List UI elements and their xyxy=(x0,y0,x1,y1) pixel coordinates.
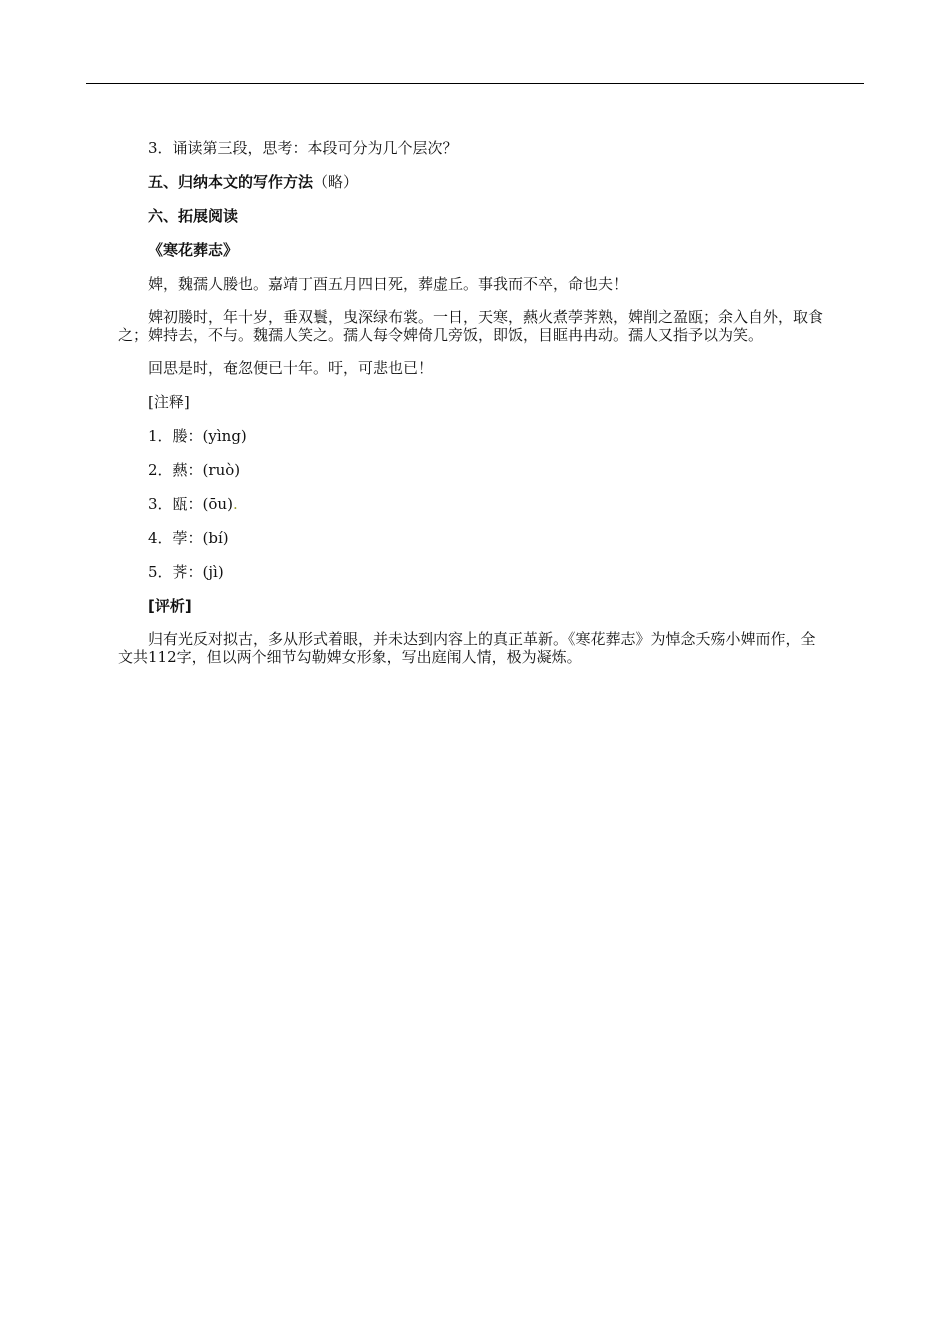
note-item: 1．媵：(yìng) xyxy=(148,427,247,445)
note-item xyxy=(118,494,830,514)
essay-paragraph-3: 回思是时，奄忽便已十年。吁，可悲也已！ xyxy=(148,359,434,377)
essay-paragraph-1: 婢，魏孺人媵也。嘉靖丁酉五月四日死，葬虚丘。事我而不卒，命也夫！ xyxy=(148,275,629,293)
essay-title: 《寒花葬志》 xyxy=(148,241,239,259)
document-body xyxy=(118,138,830,666)
section-5-title: 五、归纳本文的写作方法 xyxy=(148,173,314,191)
note-item: 4．荸：(bí) xyxy=(148,529,229,547)
review-text: 归有光反对拟古，多从形式着眼，并未达到内容上的真正革新。《寒花葬志》为悼念夭殇小婢而作，全文共112字，但以两个细节勾勒婢女形象，写出庭闱人情，极为凝炼。 xyxy=(118,630,816,666)
review-heading: [评析] xyxy=(148,597,192,615)
header-rule xyxy=(86,83,864,84)
notes-heading: [注释] xyxy=(148,393,190,411)
question-3: 3．诵读第三段，思考：本段可分为几个层次？ xyxy=(148,139,458,157)
note-item: 2．爇：(ruò) xyxy=(148,461,241,479)
section-5-note: （略） xyxy=(313,173,359,191)
note-text: 3．瓯：(ōu) xyxy=(148,495,233,513)
note-item: 5．荠：(jì) xyxy=(148,563,224,581)
section-6-heading: 六、拓展阅读 xyxy=(148,207,239,225)
essay-paragraph-2: 婢初媵时，年十岁，垂双鬟，曳深绿布裳。一日，天寒，爇火煮荸荠熟，婢削之盈瓯；余入自外，取食之；婢持去，不与。魏孺人笑之。孺人每令婢倚几旁饭，即饭，目眶冉冉动。孺人又指予以为笑。 xyxy=(118,308,824,344)
section-5-heading xyxy=(118,172,830,192)
note-mark: . xyxy=(232,495,238,513)
